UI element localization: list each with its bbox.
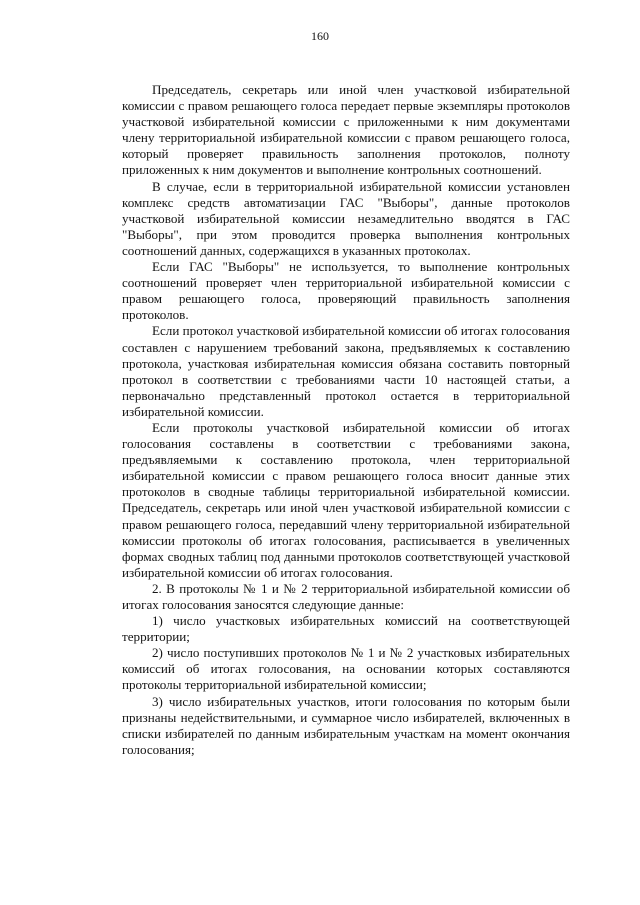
paragraph: Если протокол участковой избирательной комиссии об итогах голосования составлен с нарушением требований закона, предъявляемых к составлению протокола, участковая избирательная комиссия обязана составить повторный протокол в соответствии с требованиями части 10 настоящей статьи, а первоначально представленный протокол остается в территориальной избирательной комиссии. [122, 323, 570, 419]
list-item: 1) число участковых избирательных комиссий на соответствующей территории; [122, 613, 570, 645]
paragraph: 2. В протоколы № 1 и № 2 территориальной избирательной комиссии об итогах голосования заносятся следующие данные: [122, 580, 570, 612]
list-item: 3) число избирательных участков, итоги голосования по которым были признаны недействительными, и суммарное число избирателей, включенных в списки избирателей по данным избирательным участкам на момент окончания голосования; [122, 693, 570, 757]
paragraph: Если ГАС "Выборы" не используется, то выполнение контрольных соотношений проверяет член территориальной избирательной комиссии с правом решающего голоса, проверяющий правильность заполнения протоколов. [122, 259, 570, 323]
paragraph: Председатель, секретарь или иной член участковой избирательной комиссии с правом решающего голоса передает первые экземпляры протоколов участковой избирательной комиссии с приложенными к ним документами члену территориальной избирательной комиссии с правом решающего голоса, который проверяет правильность заполнения протоколов, полноту приложенных к ним документов и выполнение контрольных соотношений. [122, 82, 570, 178]
list-item: 2) число поступивших протоколов № 1 и № 2 участковых избирательных комиссий об итогах голосования, на основании которых составляются протоколы территориальной избирательной комиссии; [122, 645, 570, 693]
body-text [122, 82, 570, 758]
paragraph: Если протоколы участковой избирательной комиссии об итогах голосования составлены в соответствии с требованиями закона, предъявляемыми к составлению протокола, член территориальной избирательной комиссии с правом решающего голоса вносит данные этих протоколов в сводные таблицы территориальной избирательной комиссии. Председатель, секретарь или иной член участковой избирательной комиссии с правом решающего голоса, передавший члену территориальной избирательной комиссии протоколы об итогах голосования, расписывается в увеличенных формах сводных таблиц под данными протоколов соответствующей участковой избирательной комиссии об итогах голосования. [122, 419, 570, 580]
page-number: 160 [311, 29, 329, 43]
paragraph: В случае, если в территориальной избирательной комиссии установлен комплекс средств автоматизации ГАС "Выборы", данные протоколов участковой избирательной комиссии незамедлительно вводятся в ГАС "Выборы", при этом проводится проверка выполнения контрольных соотношений данных, содержащихся в указанных протоколах. [122, 178, 570, 258]
